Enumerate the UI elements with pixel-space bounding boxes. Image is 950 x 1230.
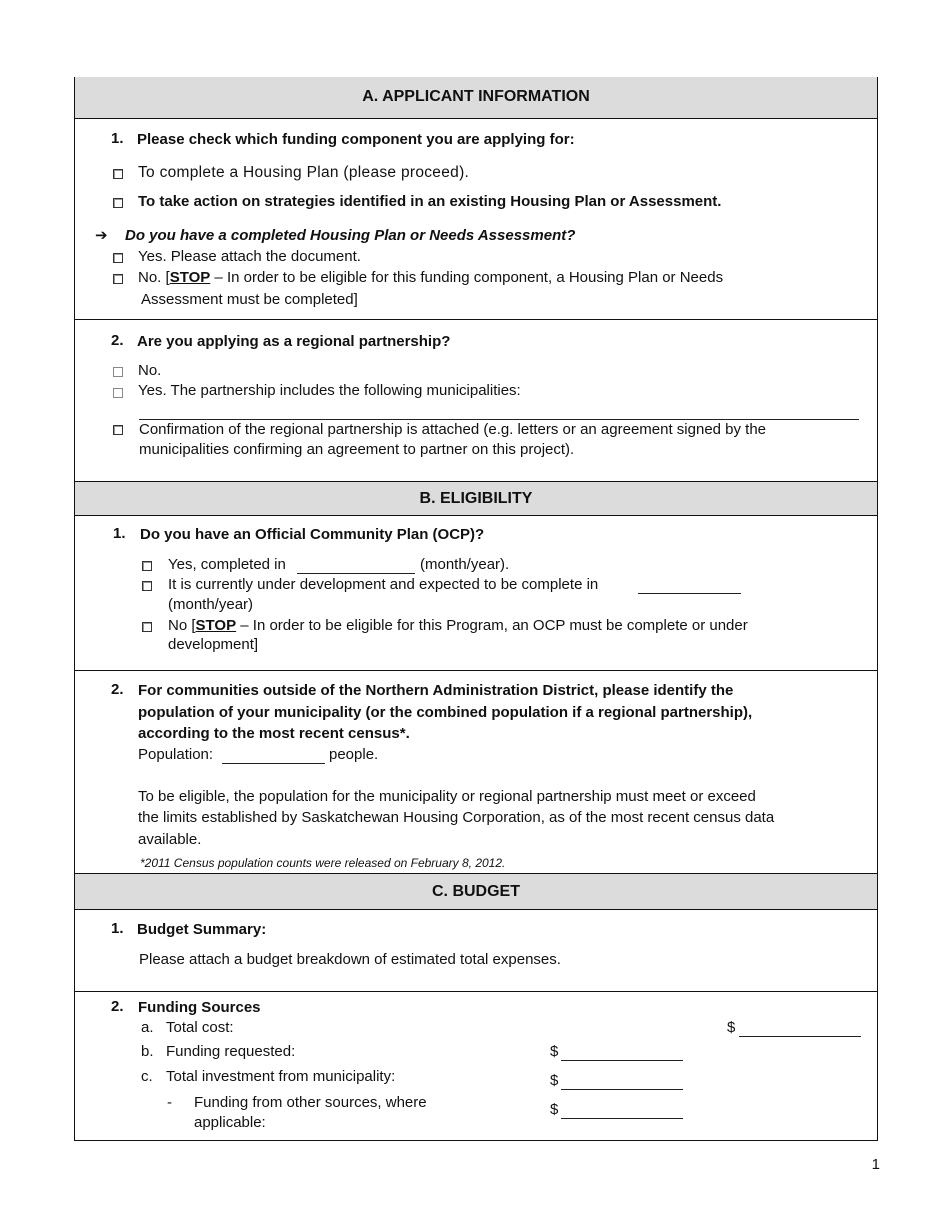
- dollar-sign: $: [550, 1101, 559, 1118]
- stop-label: STOP: [195, 617, 237, 634]
- stop-label: STOP: [169, 269, 211, 286]
- question-label-cont: according to the most recent census*.: [138, 725, 410, 742]
- no-rest: – In order to be eligible for this Program, an OCP must be complete or under: [236, 617, 748, 634]
- item-letter: a.: [141, 1019, 154, 1036]
- other-sources-label: Funding from other sources, where: [194, 1094, 427, 1111]
- dollar-sign: $: [550, 1072, 559, 1089]
- option-label: Confirmation of the regional partnership is attached (e.g. letters or an agreement signed by the: [139, 421, 767, 438]
- question-label: Funding Sources: [138, 999, 261, 1016]
- section-a-header: A. APPLICANT INFORMATION: [75, 77, 877, 119]
- municipal-investment-label: Total investment from municipality:: [166, 1068, 396, 1085]
- no-prefix: No [: [168, 617, 196, 634]
- population-label: Population:: [138, 746, 214, 763]
- option-label: Yes, completed in: [168, 556, 286, 573]
- total-cost-field[interactable]: [739, 1035, 861, 1037]
- question-number: 2.: [111, 998, 124, 1015]
- question-label: Do you have an Official Community Plan (OCP)?: [140, 526, 485, 543]
- funding-requested-label: Funding requested:: [166, 1043, 296, 1060]
- option-label: Yes. Please attach the document.: [138, 248, 361, 265]
- has-plan-yes-checkbox[interactable]: [113, 253, 123, 263]
- option-label-cont: (month/year): [168, 596, 254, 613]
- option-label: [168, 616, 748, 636]
- ocp-development-checkbox[interactable]: [142, 581, 152, 591]
- housing-plan-checkbox[interactable]: [113, 169, 123, 179]
- section-c-header: C. BUDGET: [75, 873, 877, 910]
- eligibility-text: the limits established by Saskatchewan Housing Corporation, as of the most recent census data: [138, 809, 775, 826]
- ocp-completed-date-field[interactable]: [297, 572, 415, 574]
- question-label: For communities outside of the Northern Administration District, please identify the: [138, 682, 734, 699]
- municipal-investment-field[interactable]: [561, 1088, 683, 1090]
- budget-instruction: Please attach a budget breakdown of estimated total expenses.: [139, 951, 561, 968]
- option-label: To complete a Housing Plan (please proceed).: [138, 164, 470, 181]
- question-number: 1.: [111, 920, 124, 937]
- ocp-no-checkbox[interactable]: [142, 622, 152, 632]
- question-number: 2.: [111, 681, 124, 698]
- divider: [75, 319, 877, 320]
- eligibility-text: available.: [138, 831, 202, 848]
- total-cost-label: Total cost:: [166, 1019, 234, 1036]
- option-label-cont: Assessment must be completed]: [141, 291, 358, 308]
- followup-question: Do you have a completed Housing Plan or Needs Assessment?: [125, 227, 576, 244]
- section-b-header: B. ELIGIBILITY: [75, 481, 877, 516]
- ocp-expected-date-field[interactable]: [638, 592, 741, 594]
- item-letter: b.: [141, 1043, 154, 1060]
- question-label-cont: population of your municipality (or the combined population if a regional partnership),: [138, 704, 753, 721]
- option-label: No.: [138, 362, 162, 379]
- option-label: Yes. The partnership includes the following municipalities:: [138, 382, 521, 399]
- population-field[interactable]: [222, 762, 325, 764]
- divider: [75, 670, 877, 671]
- dollar-sign: $: [727, 1019, 736, 1036]
- question-number: 1.: [113, 525, 126, 542]
- item-letter: c.: [141, 1068, 153, 1085]
- option-label: To take action on strategies identified in an existing Housing Plan or Assessment.: [138, 193, 722, 210]
- option-label: (month/year).: [420, 556, 510, 573]
- application-form: [74, 77, 878, 1141]
- has-plan-no-checkbox[interactable]: [113, 274, 123, 284]
- option-label: [138, 268, 723, 288]
- no-rest: – In order to be eligible for this funding component, a Housing Plan or Needs: [210, 269, 724, 286]
- dollar-sign: $: [550, 1043, 559, 1060]
- eligibility-text: To be eligible, the population for the municipality or regional partnership must meet or exceed: [138, 788, 756, 805]
- other-sources-label-cont: applicable:: [194, 1114, 266, 1131]
- confirmation-checkbox[interactable]: [113, 425, 123, 435]
- question-number: 1.: [111, 130, 124, 147]
- existing-plan-checkbox[interactable]: [113, 198, 123, 208]
- other-sources-field[interactable]: [561, 1117, 683, 1119]
- question-label: Please check which funding component you are applying for:: [137, 131, 575, 148]
- option-label-cont: development]: [168, 636, 259, 653]
- option-label: It is currently under development and expected to be complete in: [168, 576, 599, 593]
- question-label: Are you applying as a regional partnership?: [137, 333, 451, 350]
- question-label: Budget Summary:: [137, 921, 267, 938]
- option-label-cont: municipalities confirming an agreement to partner on this project).: [139, 441, 575, 458]
- regional-no-checkbox[interactable]: [113, 367, 123, 377]
- funding-requested-field[interactable]: [561, 1059, 683, 1061]
- census-footnote: *2011 Census population counts were released on February 8, 2012.: [140, 856, 506, 870]
- arrow-icon: ➔: [95, 227, 108, 244]
- no-prefix: No. [: [138, 269, 170, 286]
- item-dash: -: [167, 1094, 172, 1111]
- population-unit: people.: [329, 746, 379, 763]
- divider: [75, 991, 877, 992]
- regional-yes-checkbox[interactable]: [113, 388, 123, 398]
- ocp-yes-checkbox[interactable]: [142, 561, 152, 571]
- page-number: 1: [871, 1156, 880, 1173]
- question-number: 2.: [111, 332, 124, 349]
